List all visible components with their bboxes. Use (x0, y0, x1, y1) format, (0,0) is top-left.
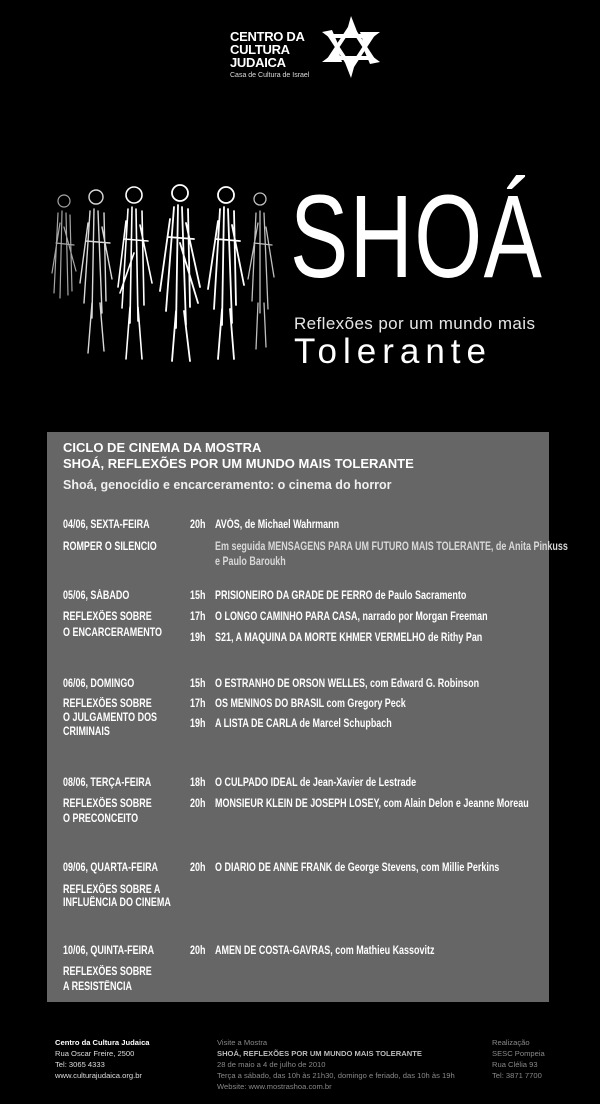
event-title: AVÓS, de Michael Wahrmann (215, 519, 340, 531)
event-title: O CULPADO IDEAL de Jean-Xavier de Lestrade (215, 777, 417, 789)
program-panel (47, 432, 568, 1002)
footer-org-phone: Tel: 3065 4333 (55, 1060, 105, 1069)
footer-org-name: Centro da Cultura Judaica (55, 1038, 150, 1047)
subtitle-line-2: Tolerante (294, 332, 492, 371)
event-time: 15h (190, 678, 206, 690)
main-title: SHOÁ (290, 171, 544, 303)
footer-realization (492, 1037, 545, 1081)
day-date: 08/06, TERÇA-FEIRA (63, 777, 152, 789)
footer-exhibition-hours: Terça a sábado, das 10h às 21h30, domingo e feriado, das 10h às 19h (217, 1071, 455, 1080)
event-title: O DIARIO DE ANNE FRANK de George Stevens, com Millie Perkins (215, 862, 500, 874)
walking-figures-illustration (48, 183, 278, 363)
footer-visit-label: Visite a Mostra (217, 1038, 268, 1047)
logo-name (230, 30, 320, 69)
panel-heading: CICLO DE CINEMA DA MOSTRA (63, 440, 262, 455)
footer-exhibition (217, 1037, 455, 1092)
event-time: 19h (190, 718, 206, 730)
event-title: OS MENINOS DO BRASIL com Gregory Peck (215, 698, 406, 710)
event-note: e Paulo Baroukh (215, 556, 286, 568)
day-date: 05/06, SÁBADO (63, 590, 130, 602)
panel-theme: Shoá, genocídio e encarceramento: o cinema do horror (63, 478, 392, 492)
day-theme: REFLEXÕES SOBRE A (63, 884, 161, 896)
day-theme: CRIMINAIS (63, 726, 110, 738)
day-date: 09/06, QUARTA-FEIRA (63, 862, 159, 874)
event-time: 20h (190, 798, 206, 810)
logo (230, 14, 390, 84)
event-title: MONSIEUR KLEIN DE JOSEPH LOSEY, com Alain Delon e Jeanne Moreau (215, 798, 529, 810)
day-theme: REFLEXÕES SOBRE (63, 798, 152, 810)
event-time: 19h (190, 632, 206, 644)
event-time: 20h (190, 945, 206, 957)
logo-subtitle: Casa de Cultura de Israel (230, 72, 310, 79)
event-note: Em seguida MENSAGENS PARA UM FUTURO MAIS TOLERANTE, de Anita Pinkuss (215, 541, 568, 553)
footer-exhibition-website[interactable]: Website: www.mostrashoa.com.br (217, 1082, 332, 1091)
footer-exhibition-name: SHOÁ, REFLEXÕES POR UM MUNDO MAIS TOLERANTE (217, 1049, 422, 1058)
day-date: 06/06, DOMINGO (63, 678, 135, 690)
day-theme: O PRECONCEITO (63, 813, 139, 825)
day-theme: A RESISTÊNCIA (63, 981, 132, 993)
day-theme: REFLEXÕES SOBRE (63, 698, 152, 710)
day-theme: O ENCARCERAMENTO (63, 627, 163, 639)
event-time: 17h (190, 698, 206, 710)
event-title: A LISTA DE CARLA de Marcel Schupbach (215, 718, 392, 730)
star-of-david-icon (318, 14, 384, 80)
footer-exhibition-dates: 28 de maio a 4 de julho de 2010 (217, 1060, 326, 1069)
event-time: 15h (190, 590, 206, 602)
logo-line-1: CENTRO DA (230, 29, 305, 44)
footer-realization-address: Rua Clélia 93 (492, 1060, 538, 1069)
day-theme: REFLEXÕES SOBRE (63, 611, 152, 623)
day-theme: REFLEXÕES SOBRE (63, 966, 152, 978)
day-theme: INFLUÊNCIA DO CINEMA (63, 897, 171, 909)
footer-org-website[interactable]: www.culturajudaica.org.br (55, 1071, 142, 1080)
subtitle-line-1: Reflexões por um mundo mais (294, 314, 536, 333)
day-date: 10/06, QUINTA-FEIRA (63, 945, 155, 957)
event-title: O ESTRANHO DE ORSON WELLES, com Edward G. Robinson (215, 678, 480, 690)
day-theme: ROMPER O SILENCIO (63, 541, 157, 553)
event-title: S21, A MAQUINA DA MORTE KHMER VERMELHO de Rithy Pan (215, 632, 483, 644)
footer-organizer (55, 1037, 150, 1081)
logo-line-3: JUDAICA (230, 55, 286, 70)
event-time: 20h (190, 519, 206, 531)
footer-org-address: Rua Oscar Freire, 2500 (55, 1049, 135, 1058)
footer-realization-label: Realização (492, 1038, 530, 1047)
logo-line-2: CULTURA (230, 42, 290, 57)
footer-realization-name: SESC Pompeia (492, 1049, 545, 1058)
event-time: 20h (190, 862, 206, 874)
event-time: 18h (190, 777, 206, 789)
day-date: 04/06, SEXTA-FEIRA (63, 519, 150, 531)
event-title: O LONGO CAMINHO PARA CASA, narrado por Morgan Freeman (215, 611, 488, 623)
event-time: 17h (190, 611, 206, 623)
day-theme: O JULGAMENTO DOS (63, 712, 158, 724)
event-title: AMEN DE COSTA-GAVRAS, com Mathieu Kassovitz (215, 945, 435, 957)
panel-subheading: SHOÁ, REFLEXÕES POR UM MUNDO MAIS TOLERANTE (63, 456, 414, 471)
footer-realization-phone: Tel: 3871 7700 (492, 1071, 542, 1080)
event-title: PRISIONEIRO DA GRADE DE FERRO de Paulo Sacramento (215, 590, 467, 602)
